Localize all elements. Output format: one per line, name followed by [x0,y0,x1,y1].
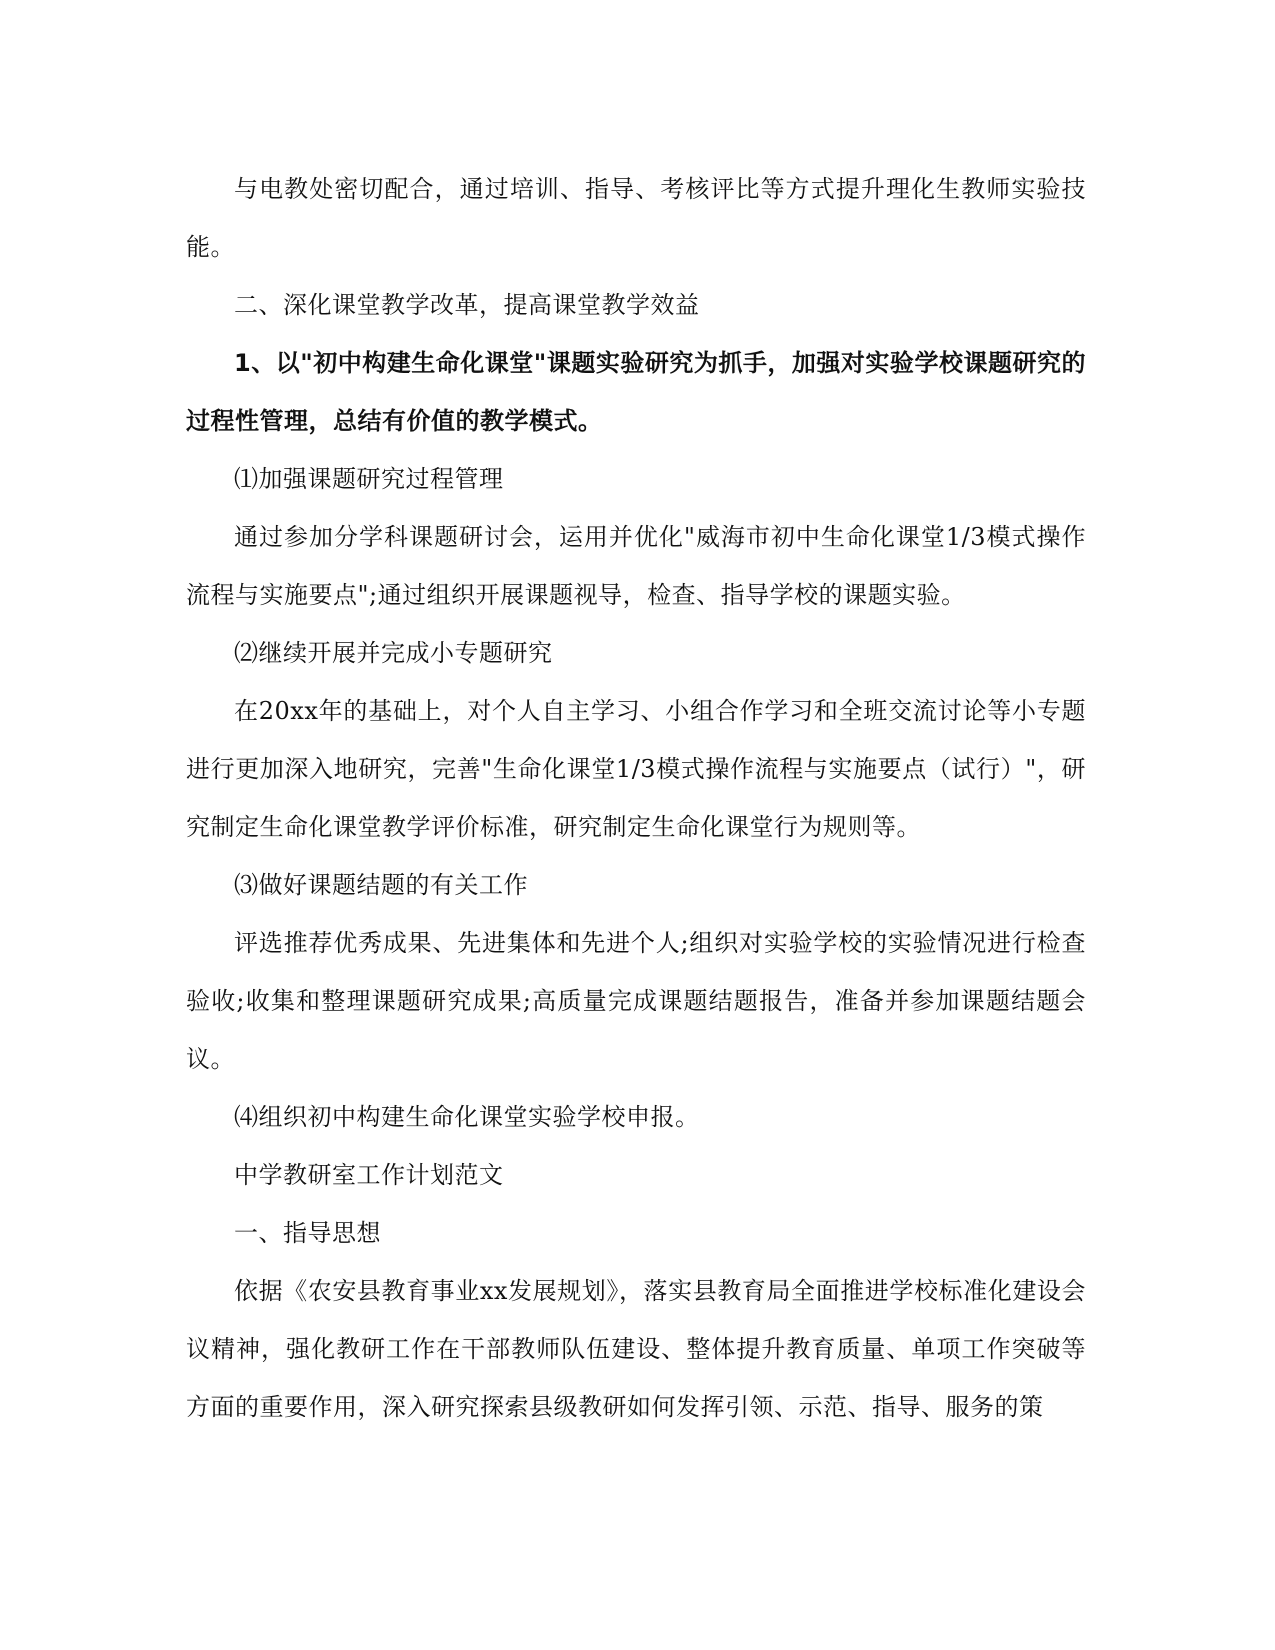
subheading-process-management: ⑴加强课题研究过程管理 [234,465,504,493]
subheading-application: ⑷组织初中构建生命化课堂实验学校申报。 [234,1103,700,1131]
paragraph-conclusion: 评选推荐优秀成果、先进集体和先进个人;组织对实验学校的实验情况进行检查验收;收集和整理课题研究成果;高质量完成课题结题报告，准备并参加课题结题会议。 [186,929,1086,1073]
heading-guiding-thought: 一、指导思想 [234,1219,381,1247]
subheading-small-topics: ⑵继续开展并完成小专题研究 [234,639,553,667]
document-body [186,160,1086,1436]
section-title: 中学教研室工作计划范文 [234,1161,504,1189]
paragraph-guiding-thought: 依据《农安县教育事业xx发展规划》，落实县教育局全面推进学校标准化建设会议精神，强化教研工作在干部教师队伍建设、整体提升教育质量、单项工作突破等方面的重要作用，深入研究探索县级教研如何发挥引领、示范、指导、服务的策 [186,1277,1086,1421]
subheading-conclusion: ⑶做好课题结题的有关工作 [234,871,528,899]
paragraph-lab-skills: 与电教处密切配合，通过培训、指导、考核评比等方式提升理化生教师实验技能。 [186,175,1086,261]
heading-classroom-reform: 二、深化课堂教学改革，提高课堂教学效益 [234,291,700,319]
paragraph-small-topics: 在20xx年的基础上，对个人自主学习、小组合作学习和全班交流讨论等小专题进行更加深入地研究，完善"生命化课堂1/3模式操作流程与实施要点（试行）"，研究制定生命化课堂教学评价标准，研究制定生命化课堂行为规则等。 [186,697,1086,841]
heading-project-research: 1、以"初中构建生命化课堂"课题实验研究为抓手，加强对实验学校课题研究的过程性管理，总结有价值的教学模式。 [186,349,1086,435]
paragraph-seminar: 通过参加分学科课题研讨会，运用并优化"威海市初中生命化课堂1/3模式操作流程与实施要点";通过组织开展课题视导，检查、指导学校的课题实验。 [186,523,1086,609]
